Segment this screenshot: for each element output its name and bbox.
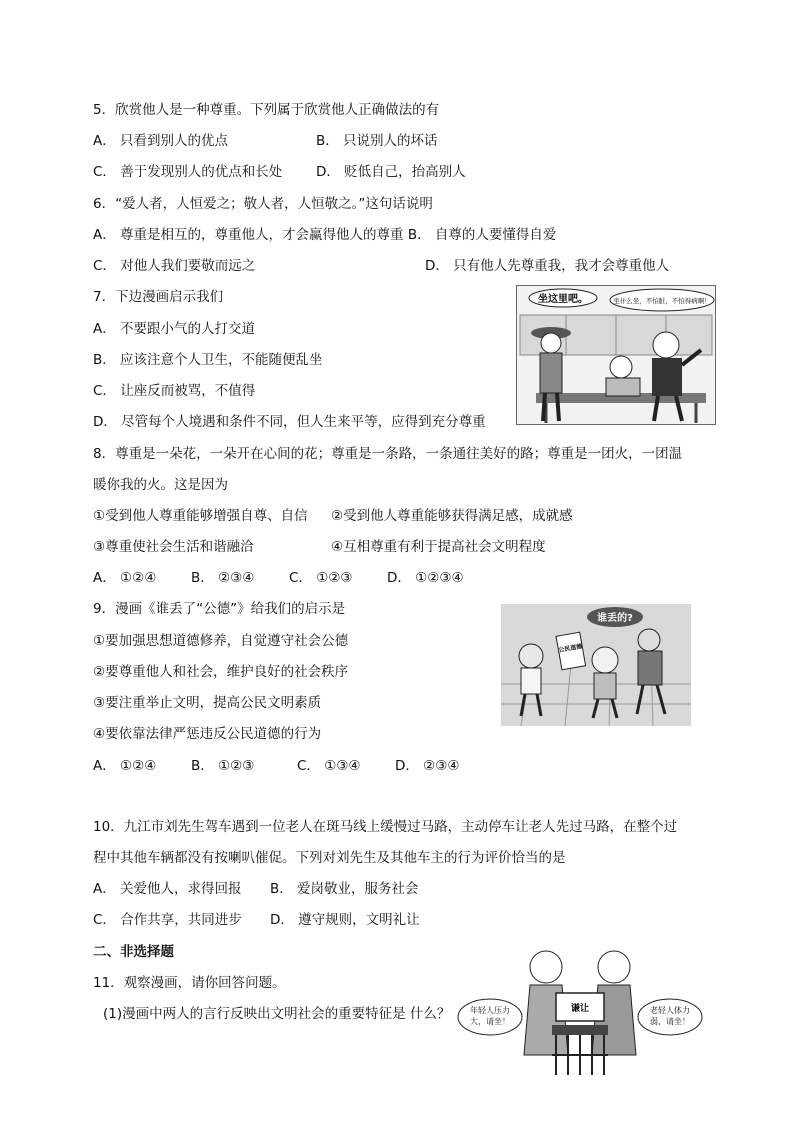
q7-stem: 7．下边漫画启示我们 <box>93 289 224 305</box>
q9-option-d: D． ②③④ <box>395 758 460 774</box>
q9-item-3: ③要注重举止文明，提高公民文明素质 <box>93 695 322 711</box>
q10-option-b: B． 爱岗敬业，服务社会 <box>270 881 419 897</box>
q5-option-b: B． 只说别人的坏话 <box>316 133 438 149</box>
q8-item-2: ②受到他人尊重能够获得满足感，成就感 <box>331 508 573 524</box>
q8-option-d: D． ①②③④ <box>387 570 464 586</box>
q7-option-a: A． 不要跟小气的人打交道 <box>93 321 256 337</box>
q6-option-c: C． 对他人我们要敬而远之 <box>93 258 256 274</box>
q11-subquestion-1: (1)漫画中两人的言行反映出文明社会的重要特征是 什么？ <box>103 1006 451 1022</box>
q11-cartoon-image <box>456 945 704 1081</box>
q10-option-a: A． 关爱他人，求得回报 <box>93 881 242 897</box>
q8-stem-line2: 暖你我的火。这是因为 <box>93 477 228 493</box>
q9-cartoon-title: 谁丢的? <box>597 613 633 624</box>
q7-option-b: B． 应该注意个人卫生，不能随便乱坐 <box>93 352 323 368</box>
q9-item-1: ①要加强思想道德修养，自觉遵守社会公德 <box>93 633 349 649</box>
q7-cartoon-image <box>516 285 716 425</box>
q9-option-a: A． ①②④ <box>93 758 157 774</box>
q11-bubble-right: 老轻人体力弱，请坐！ <box>650 1006 690 1026</box>
q5-option-c: C． 善于发现别人的优点和长处 <box>93 164 283 180</box>
q9-book-label: 公民道德 <box>557 643 583 655</box>
q5-stem: 5．欣赏他人是一种尊重。下列属于欣赏他人正确做法的有 <box>93 102 440 118</box>
q9-option-b: B． ①②③ <box>191 758 255 774</box>
q5-option-a: A． 只看到别人的优点 <box>93 133 229 149</box>
section-heading: 二、非选择题 <box>93 944 174 960</box>
q10-stem-line1: 10．九江市刘先生驾车遇到一位老人在斑马线上缓慢过马路，主动停车让老人先过马路，在整个过 <box>93 819 678 835</box>
q7-bubble-left: 坐这里吧。 <box>538 294 588 305</box>
q5-option-d: D． 贬低自己，抬高别人 <box>316 164 466 180</box>
q10-stem-line2: 程中其他车辆都没有按喇叭催促。下列对刘先生及其他车主的行为评价恰当的是 <box>93 850 566 866</box>
q7-option-c: C． 让座反而被骂，不值得 <box>93 383 256 399</box>
q8-item-4: ④互相尊重有利于提高社会文明程度 <box>331 539 546 555</box>
q11-bubble-left: 年轻人压力大，请坐！ <box>470 1006 510 1026</box>
q9-item-4: ④要依靠法律严惩违反公民道德的行为 <box>93 726 322 742</box>
q9-item-2: ②要尊重他人和社会，维护良好的社会秩序 <box>93 664 349 680</box>
q8-option-b: B． ②③④ <box>191 570 255 586</box>
q10-option-c: C． 合作共享，共同进步 <box>93 912 242 928</box>
q10-option-d: D． 遵守规则，文明礼让 <box>270 912 420 928</box>
q6-option-ab: A． 尊重是相互的，尊重他人，才会赢得他人的尊重 B． 自尊的人要懂得自爱 <box>93 227 557 243</box>
q11-stem: 11．观察漫画，请你回答问题。 <box>93 975 286 991</box>
q9-option-c: C． ①③④ <box>297 758 361 774</box>
q6-stem: 6．“爱人者，人恒爱之；敬人者，人恒敬之。”这句话说明 <box>93 196 433 212</box>
q7-bubble-right: 坐什么坐，不怕脏，不怕得病啊！ <box>613 297 711 305</box>
q8-item-1: ①受到他人尊重能够增强自尊、自信 <box>93 508 308 524</box>
q8-option-c: C． ①②③ <box>289 570 353 586</box>
q9-stem: 9．漫画《谁丢了“公德”》给我们的启示是 <box>93 601 346 617</box>
q6-option-d: D． 只有他人先尊重我，我才会尊重他人 <box>425 258 670 274</box>
q8-stem-line1: 8．尊重是一朵花，一朵开在心间的花；尊重是一条路，一条通往美好的路；尊重是一团火，一团温 <box>93 446 683 462</box>
q8-option-a: A． ①②④ <box>93 570 157 586</box>
q7-option-d: D． 尽管每个人境遇和条件不同，但人生来平等，应得到充分尊重 <box>93 414 486 430</box>
q11-sign: 谦让 <box>570 1004 590 1014</box>
q9-cartoon-image <box>501 604 691 726</box>
q8-item-3: ③尊重使社会生活和谐融洽 <box>93 539 254 555</box>
